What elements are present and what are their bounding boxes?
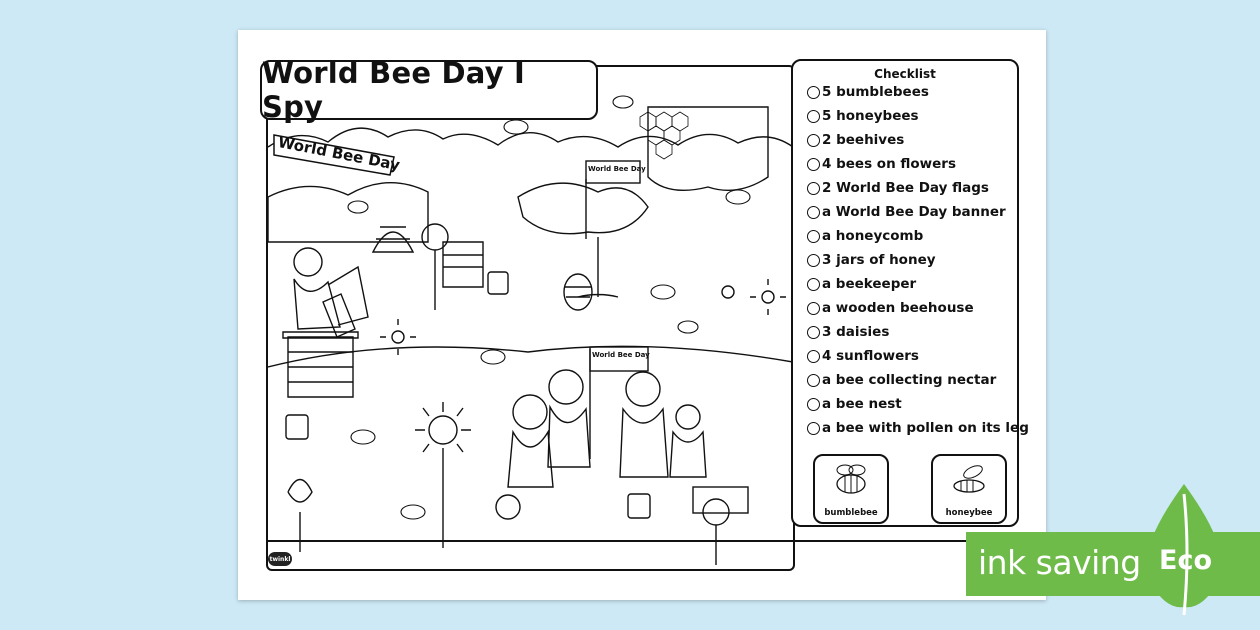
ink-saving-label: ink saving [978,543,1141,582]
checklist-heading: Checklist [874,67,936,81]
check-circle-icon[interactable] [807,134,820,147]
checklist-item[interactable]: 3 jars of honey [807,252,936,268]
banner-text: World Bee Day [276,133,402,175]
checklist-item[interactable]: a bee with pollen on its leg [807,420,1029,436]
checklist-item[interactable]: a World Bee Day banner [807,204,1006,220]
flag-text: World Bee Day [588,165,646,173]
title-box [260,56,598,124]
checklist-item[interactable]: a beekeeper [807,276,916,292]
check-circle-icon[interactable] [807,254,820,267]
checklist-item[interactable]: a honeycomb [807,228,923,244]
footer-divider [266,540,1018,542]
check-circle-icon[interactable] [807,206,820,219]
check-circle-icon[interactable] [807,422,820,435]
worksheet-page [238,30,1046,600]
checklist-item[interactable]: a bee nest [807,396,902,412]
check-circle-icon[interactable] [807,158,820,171]
checklist-item[interactable]: 4 bees on flowers [807,156,956,172]
check-circle-icon[interactable] [807,326,820,339]
checklist-item[interactable]: 5 honeybees [807,108,919,124]
honeybee-icon [947,462,991,498]
check-circle-icon[interactable] [807,230,820,243]
check-circle-icon[interactable] [807,278,820,291]
check-circle-icon[interactable] [807,398,820,411]
bumblebee-key: bumblebee [813,454,889,524]
bumblebee-icon [829,462,873,498]
i-spy-scene [266,65,795,571]
check-circle-icon[interactable] [807,302,820,315]
check-circle-icon[interactable] [807,374,820,387]
honeybee-key: honeybee [931,454,1007,524]
checklist-item[interactable]: 4 sunflowers [807,348,919,364]
eco-label: Eco [1159,545,1212,576]
worksheet-title: World Bee Day I Spy [262,56,526,124]
checklist-item[interactable]: 2 beehives [807,132,904,148]
check-circle-icon[interactable] [807,350,820,363]
twinkl-logo: twinkl [268,552,292,566]
checklist-item[interactable]: a wooden beehouse [807,300,974,316]
checklist-panel [791,59,1029,527]
check-circle-icon[interactable] [807,182,820,195]
flag-text: World Bee Day [592,351,650,359]
checklist-item[interactable]: a bee collecting nectar [807,372,996,388]
check-circle-icon[interactable] [807,110,820,123]
check-circle-icon[interactable] [807,86,820,99]
checklist-item[interactable]: 3 daisies [807,324,889,340]
checklist-item[interactable]: 5 bumblebees [807,84,929,100]
checklist-item[interactable]: 2 World Bee Day flags [807,180,989,196]
